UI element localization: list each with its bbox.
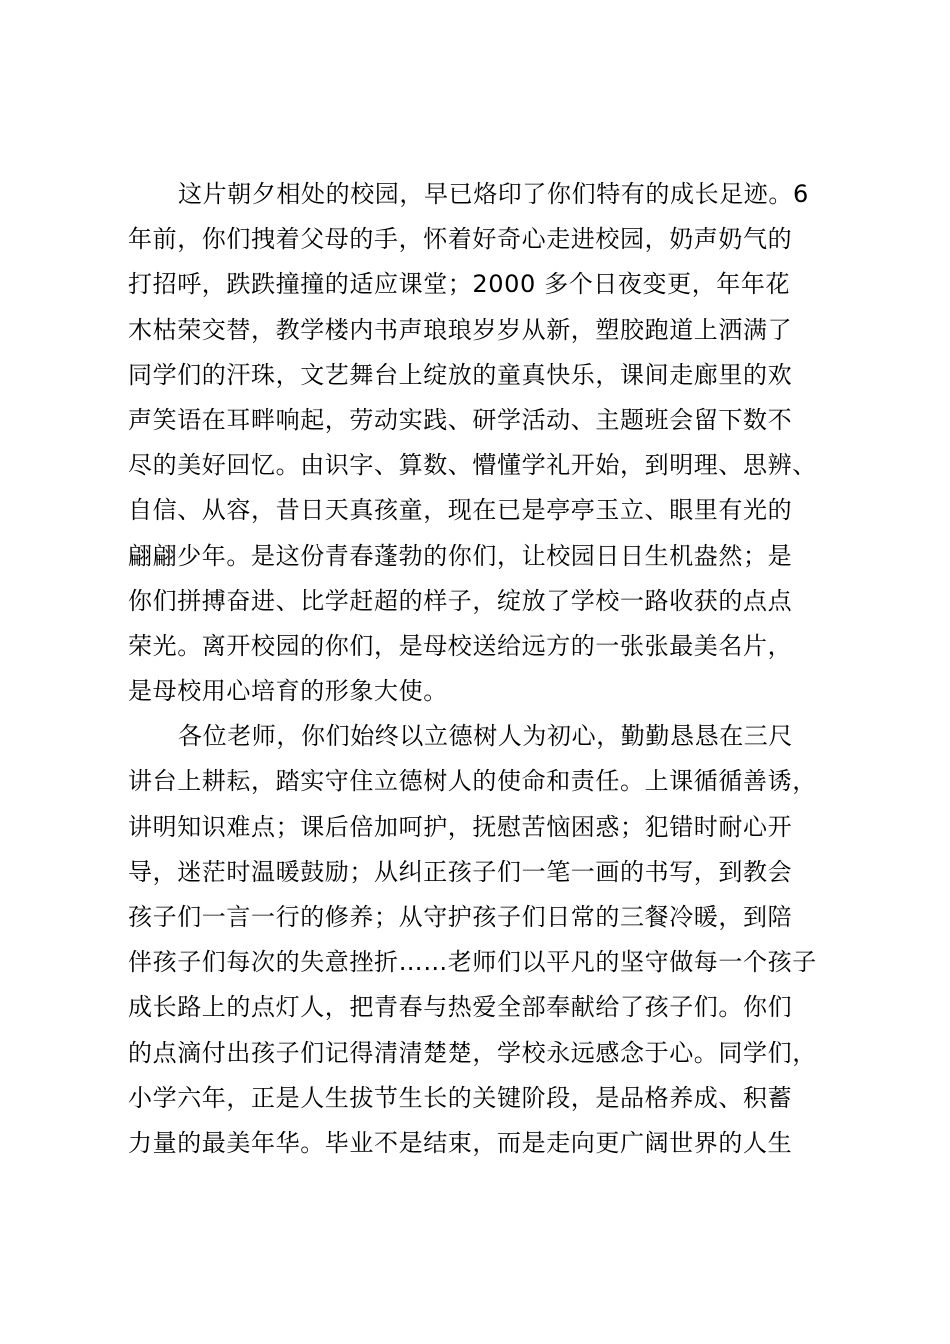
text-line: 讲明知识难点；课后倍加呵护，抚慰苦恼困惑；犯错时耐心开	[128, 812, 793, 841]
text-line: 力量的最美年华。毕业不是结束，而是走向更广阔世界的人生	[128, 1128, 793, 1157]
text-line: 荣光。离开校园的你们，是母校送给远方的一张张最美名片，	[128, 631, 793, 660]
text-line: 尽的美好回忆。由识字、算数、懵懂学礼开始，到明理、思辨、	[128, 451, 817, 480]
text-line: 导，迷茫时温暖鼓励；从纠正孩子们一笔一画的书写，到教会	[128, 857, 793, 886]
text-line: 翩翩少年。是这份青春蓬勃的你们，让校园日日生机盎然；是	[128, 541, 793, 570]
text-line: 成长路上的点灯人，把青春与热爱全部奉献给了孩子们。你们	[128, 993, 793, 1022]
text-line: 年前，你们拽着父母的手，怀着好奇心走进校园，奶声奶气的	[128, 225, 793, 254]
text-line: 自信、从容，昔日天真孩童，现在已是亭亭玉立、眼里有光的	[128, 496, 793, 525]
text-line: 你们拼搏奋进、比学赶超的样子，绽放了学校一路收获的点点	[128, 586, 793, 615]
body-text	[128, 172, 836, 1166]
text-line: 小学六年，正是人生拔节生长的关键阶段，是品格养成、积蓄	[128, 1083, 793, 1112]
text-line: 伴孩子们每次的失意挫折……老师们以平凡的坚守做每一个孩子	[128, 948, 817, 977]
text-line: 各位老师，你们始终以立德树人为初心，勤勤恳恳在三尺	[178, 722, 793, 751]
text-line: 这片朝夕相处的校园，早已烙印了你们特有的成长足迹。6	[178, 180, 809, 208]
text-line: 的点滴付出孩子们记得清清楚楚，学校永远感念于心。同学们，	[128, 1038, 817, 1067]
text-line: 是母校用心培育的形象大使。	[128, 677, 448, 706]
text-line: 孩子们一言一行的修养；从守护孩子们日常的三餐冷暖，到陪	[128, 903, 793, 931]
text-line: 木枯荣交替，教学楼内书声琅琅岁岁从新，塑胶跑道上洒满了	[128, 315, 793, 344]
paragraph-2	[128, 714, 836, 1166]
text-line: 讲台上耕耘，踏实守住立德树人的使命和责任。上课循循善诱，	[128, 767, 817, 796]
text-line: 打招呼，跌跌撞撞的适应课堂；2000 多个日夜变更，年年花	[128, 270, 791, 299]
paragraph-1	[128, 172, 836, 714]
text-line: 同学们的汗珠，文艺舞台上绽放的童真快乐，课间走廊里的欢	[128, 360, 793, 389]
text-line: 声笑语在耳畔响起，劳动实践、研学活动、主题班会留下数不	[128, 405, 793, 434]
